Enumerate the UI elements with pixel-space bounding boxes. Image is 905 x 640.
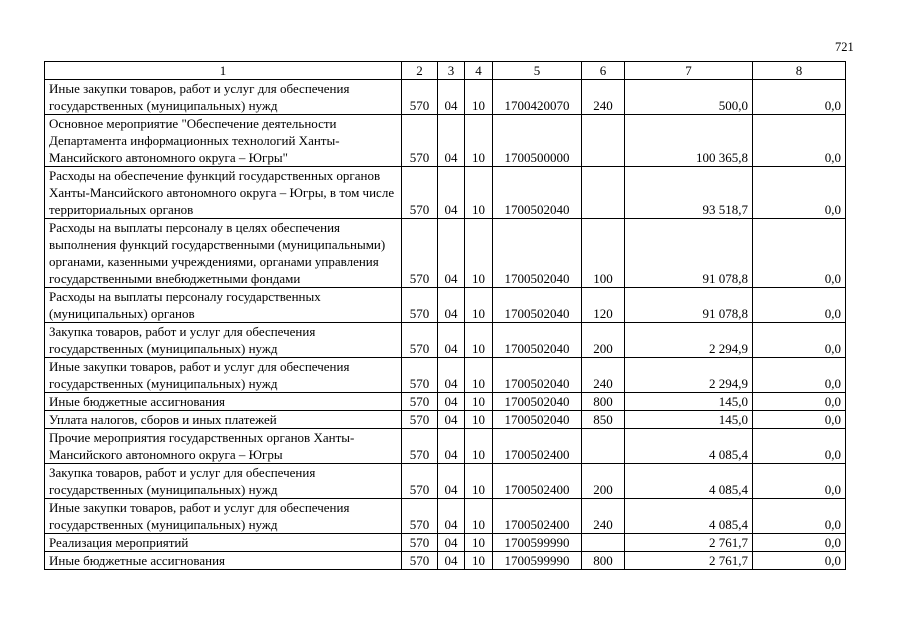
row-change-cell: 0,0 — [753, 323, 846, 358]
row-name-cell: Иные закупки товаров, работ и услуг для обеспечения государственных (муниципальных) нужд — [45, 80, 402, 115]
row-expense-type-cell: 800 — [582, 552, 625, 570]
row-section-cell: 04 — [438, 464, 465, 499]
row-target-article-cell: 1700502400 — [493, 464, 582, 499]
table-row — [45, 411, 846, 429]
row-amount-cell: 2 294,9 — [625, 323, 753, 358]
row-expense-type-cell: 120 — [582, 288, 625, 323]
row-name-cell: Иные закупки товаров, работ и услуг для обеспечения государственных (муниципальных) нужд — [45, 499, 402, 534]
row-subsection-cell: 10 — [465, 552, 493, 570]
row-expense-type-cell — [582, 167, 625, 219]
row-name-cell: Закупка товаров, работ и услуг для обеспечения государственных (муниципальных) нужд — [45, 464, 402, 499]
row-code-cell: 570 — [402, 429, 438, 464]
row-section-cell: 04 — [438, 219, 465, 288]
row-change-cell: 0,0 — [753, 80, 846, 115]
budget-table — [44, 61, 846, 570]
row-section-cell: 04 — [438, 393, 465, 411]
row-section-cell: 04 — [438, 429, 465, 464]
row-name-cell: Прочие мероприятия государственных органов Ханты-Мансийского автономного округа – Югры — [45, 429, 402, 464]
row-expense-type-cell — [582, 534, 625, 552]
row-section-cell: 04 — [438, 499, 465, 534]
row-target-article-cell: 1700502040 — [493, 219, 582, 288]
row-expense-type-cell — [582, 115, 625, 167]
row-code-cell: 570 — [402, 464, 438, 499]
row-code-cell: 570 — [402, 115, 438, 167]
row-target-article-cell: 1700502400 — [493, 429, 582, 464]
row-amount-cell: 91 078,8 — [625, 288, 753, 323]
row-change-cell: 0,0 — [753, 115, 846, 167]
row-code-cell: 570 — [402, 288, 438, 323]
row-subsection-cell: 10 — [465, 167, 493, 219]
row-name-cell: Расходы на обеспечение функций государственных органов Ханты-Мансийского автономного округа – Югры, в том числе территориальных органов — [45, 167, 402, 219]
row-name-cell: Реализация мероприятий — [45, 534, 402, 552]
row-subsection-cell: 10 — [465, 115, 493, 167]
row-code-cell: 570 — [402, 534, 438, 552]
table-row — [45, 80, 846, 115]
row-name-cell: Основное мероприятие "Обеспечение деятельности Департамента информационных технологий Ханты-Мансийского автономного округа – Югры" — [45, 115, 402, 167]
header-cell: 5 — [493, 62, 582, 80]
table-row — [45, 167, 846, 219]
row-subsection-cell: 10 — [465, 464, 493, 499]
row-amount-cell: 93 518,7 — [625, 167, 753, 219]
header-cell: 7 — [625, 62, 753, 80]
row-name-cell: Расходы на выплаты персоналу в целях обеспечения выполнения функций государственными (муниципальными) органами, казенными учреждениями, органами управления государственными внебюджетными фондами — [45, 219, 402, 288]
header-cell: 6 — [582, 62, 625, 80]
row-expense-type-cell: 850 — [582, 411, 625, 429]
row-subsection-cell: 10 — [465, 219, 493, 288]
row-subsection-cell: 10 — [465, 393, 493, 411]
row-name-cell: Иные бюджетные ассигнования — [45, 393, 402, 411]
row-change-cell: 0,0 — [753, 411, 846, 429]
row-amount-cell: 4 085,4 — [625, 464, 753, 499]
row-name-cell: Иные бюджетные ассигнования — [45, 552, 402, 570]
table-row — [45, 219, 846, 288]
row-amount-cell: 100 365,8 — [625, 115, 753, 167]
table-row — [45, 323, 846, 358]
row-target-article-cell: 1700599990 — [493, 534, 582, 552]
row-code-cell: 570 — [402, 552, 438, 570]
row-subsection-cell: 10 — [465, 288, 493, 323]
row-change-cell: 0,0 — [753, 429, 846, 464]
row-target-article-cell: 1700502040 — [493, 393, 582, 411]
row-subsection-cell: 10 — [465, 499, 493, 534]
row-code-cell: 570 — [402, 219, 438, 288]
row-subsection-cell: 10 — [465, 323, 493, 358]
row-amount-cell: 91 078,8 — [625, 219, 753, 288]
row-expense-type-cell: 200 — [582, 464, 625, 499]
row-section-cell: 04 — [438, 552, 465, 570]
row-amount-cell: 2 761,7 — [625, 534, 753, 552]
table-row — [45, 499, 846, 534]
row-name-cell: Закупка товаров, работ и услуг для обеспечения государственных (муниципальных) нужд — [45, 323, 402, 358]
row-code-cell: 570 — [402, 411, 438, 429]
table-row — [45, 534, 846, 552]
table-row — [45, 393, 846, 411]
row-code-cell: 570 — [402, 167, 438, 219]
row-name-cell: Расходы на выплаты персоналу государственных (муниципальных) органов — [45, 288, 402, 323]
row-change-cell: 0,0 — [753, 534, 846, 552]
page-number: 721 — [835, 40, 854, 54]
row-section-cell: 04 — [438, 534, 465, 552]
row-section-cell: 04 — [438, 358, 465, 393]
row-section-cell: 04 — [438, 115, 465, 167]
header-row — [45, 62, 846, 80]
row-amount-cell: 500,0 — [625, 80, 753, 115]
row-expense-type-cell: 800 — [582, 393, 625, 411]
row-section-cell: 04 — [438, 80, 465, 115]
row-code-cell: 570 — [402, 393, 438, 411]
table-row — [45, 464, 846, 499]
row-change-cell: 0,0 — [753, 288, 846, 323]
row-change-cell: 0,0 — [753, 499, 846, 534]
row-change-cell: 0,0 — [753, 393, 846, 411]
row-name-cell: Уплата налогов, сборов и иных платежей — [45, 411, 402, 429]
row-target-article-cell: 1700502040 — [493, 288, 582, 323]
row-change-cell: 0,0 — [753, 552, 846, 570]
row-target-article-cell: 1700599990 — [493, 552, 582, 570]
row-section-cell: 04 — [438, 323, 465, 358]
header-cell: 4 — [465, 62, 493, 80]
table-row — [45, 115, 846, 167]
row-amount-cell: 2 761,7 — [625, 552, 753, 570]
row-change-cell: 0,0 — [753, 219, 846, 288]
header-cell: 8 — [753, 62, 846, 80]
row-subsection-cell: 10 — [465, 411, 493, 429]
row-target-article-cell: 1700502040 — [493, 167, 582, 219]
row-expense-type-cell: 240 — [582, 80, 625, 115]
row-change-cell: 0,0 — [753, 358, 846, 393]
row-target-article-cell: 1700502040 — [493, 411, 582, 429]
row-expense-type-cell: 240 — [582, 499, 625, 534]
header-cell: 3 — [438, 62, 465, 80]
row-target-article-cell: 1700420070 — [493, 80, 582, 115]
row-code-cell: 570 — [402, 499, 438, 534]
row-target-article-cell: 1700500000 — [493, 115, 582, 167]
row-code-cell: 570 — [402, 358, 438, 393]
table-row — [45, 288, 846, 323]
row-amount-cell: 4 085,4 — [625, 429, 753, 464]
row-expense-type-cell: 100 — [582, 219, 625, 288]
table-row — [45, 429, 846, 464]
row-amount-cell: 145,0 — [625, 393, 753, 411]
row-name-cell: Иные закупки товаров, работ и услуг для обеспечения государственных (муниципальных) нужд — [45, 358, 402, 393]
row-section-cell: 04 — [438, 167, 465, 219]
row-amount-cell: 145,0 — [625, 411, 753, 429]
row-amount-cell: 4 085,4 — [625, 499, 753, 534]
row-expense-type-cell: 200 — [582, 323, 625, 358]
row-code-cell: 570 — [402, 323, 438, 358]
row-code-cell: 570 — [402, 80, 438, 115]
row-expense-type-cell: 240 — [582, 358, 625, 393]
table-row — [45, 358, 846, 393]
row-subsection-cell: 10 — [465, 358, 493, 393]
row-section-cell: 04 — [438, 411, 465, 429]
row-change-cell: 0,0 — [753, 464, 846, 499]
row-change-cell: 0,0 — [753, 167, 846, 219]
row-subsection-cell: 10 — [465, 429, 493, 464]
row-target-article-cell: 1700502400 — [493, 499, 582, 534]
table-row — [45, 552, 846, 570]
row-subsection-cell: 10 — [465, 80, 493, 115]
row-subsection-cell: 10 — [465, 534, 493, 552]
row-target-article-cell: 1700502040 — [493, 323, 582, 358]
header-cell: 2 — [402, 62, 438, 80]
header-cell: 1 — [45, 62, 402, 80]
row-target-article-cell: 1700502040 — [493, 358, 582, 393]
row-section-cell: 04 — [438, 288, 465, 323]
row-amount-cell: 2 294,9 — [625, 358, 753, 393]
row-expense-type-cell — [582, 429, 625, 464]
